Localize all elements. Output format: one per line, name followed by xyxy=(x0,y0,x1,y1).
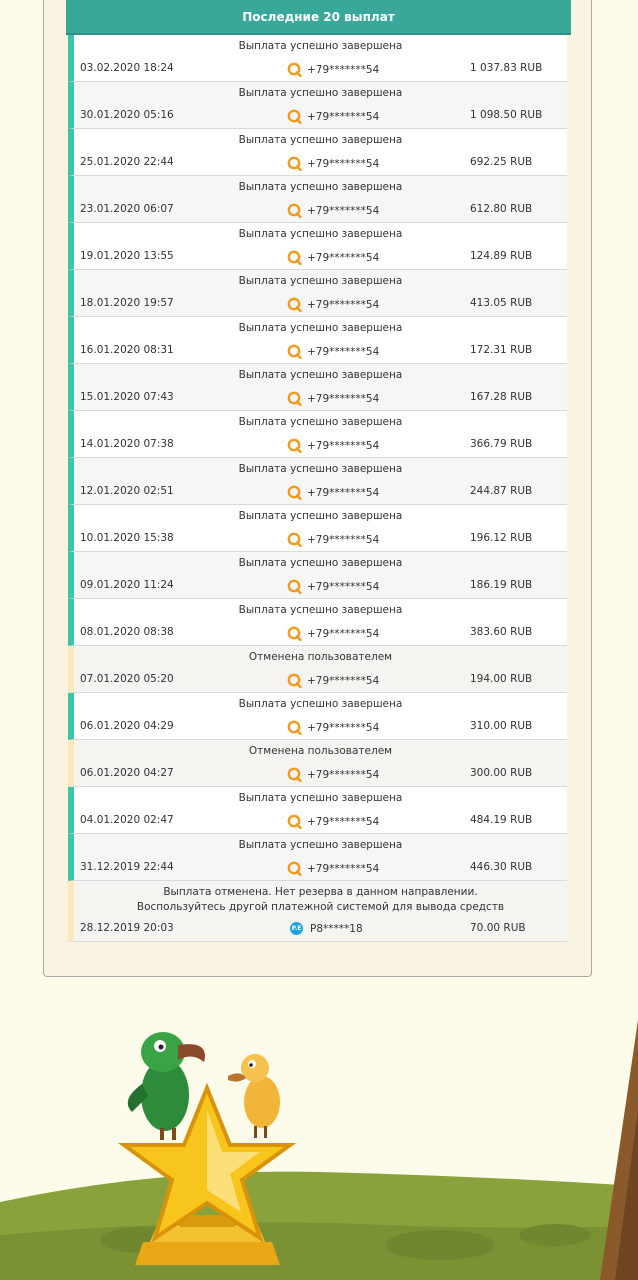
qiwi-icon xyxy=(286,156,302,171)
payout-wallet xyxy=(286,579,379,594)
payout-row xyxy=(68,787,567,834)
payout-date: 30.01.2020 05:16 xyxy=(80,109,174,121)
payout-status: Выплата успешно завершена xyxy=(238,40,403,52)
payout-amount: 172.31 RUB xyxy=(470,344,533,356)
payout-wallet xyxy=(286,814,379,829)
qiwi-icon xyxy=(286,673,302,688)
payout-status: Выплата успешно завершена xyxy=(238,134,403,146)
payout-status: Выплата успешно завершена xyxy=(238,87,403,99)
payout-amount: 1 037.83 RUB xyxy=(470,62,543,74)
qiwi-icon xyxy=(286,861,302,876)
payouts-header xyxy=(66,0,571,35)
payout-wallet-number: +79*******54 xyxy=(307,204,380,217)
payout-status: Выплата успешно завершена xyxy=(238,322,403,334)
payout-amount: 484.19 RUB xyxy=(470,814,533,826)
payout-date: 16.01.2020 08:31 xyxy=(80,344,174,356)
qiwi-icon xyxy=(286,250,302,265)
payout-wallet xyxy=(286,438,379,453)
payout-wallet xyxy=(286,344,379,359)
payout-row xyxy=(68,881,567,942)
payout-wallet-number: +79*******54 xyxy=(307,486,380,499)
payout-amount: 167.28 RUB xyxy=(470,391,533,403)
payout-status: Выплата успешно завершена xyxy=(238,698,403,710)
payout-wallet-number: +79*******54 xyxy=(307,392,380,405)
payout-row xyxy=(68,458,567,505)
payout-status: Выплата успешно завершена xyxy=(238,463,403,475)
qiwi-icon xyxy=(286,814,302,829)
payout-wallet-number: +79*******54 xyxy=(307,110,380,123)
payout-date: 23.01.2020 06:07 xyxy=(80,203,174,215)
qiwi-icon xyxy=(286,344,302,359)
payout-amount: 383.60 RUB xyxy=(470,626,533,638)
payout-date: 12.01.2020 02:51 xyxy=(80,485,174,497)
payout-wallet-number: +79*******54 xyxy=(307,439,380,452)
payout-status: Выплата успешно завершена xyxy=(238,839,403,851)
payout-amount: 446.30 RUB xyxy=(470,861,533,873)
payout-wallet-number: +79*******54 xyxy=(307,533,380,546)
payout-wallet xyxy=(286,156,379,171)
qiwi-icon xyxy=(286,391,302,406)
payout-row xyxy=(68,411,567,458)
payout-status: Выплата отменена. Нет резерва в данном направлении. Воспользуйтесь другой платежной системой для вывода средств xyxy=(136,886,505,913)
qiwi-icon xyxy=(286,626,302,641)
payout-wallet xyxy=(286,626,379,641)
payout-status: Выплата успешно завершена xyxy=(238,369,403,381)
payout-wallet xyxy=(286,485,379,500)
payout-amount: 70.00 RUB xyxy=(470,922,526,934)
payout-date: 03.02.2020 18:24 xyxy=(80,62,174,74)
payout-row xyxy=(68,35,567,82)
payout-wallet-number: +79*******54 xyxy=(307,627,380,640)
payout-row xyxy=(68,599,567,646)
payout-amount: 310.00 RUB xyxy=(470,720,533,732)
payout-wallet xyxy=(286,297,379,312)
qiwi-icon xyxy=(286,203,302,218)
payout-date: 15.01.2020 07:43 xyxy=(80,391,174,403)
payout-row xyxy=(68,364,567,411)
payout-row xyxy=(68,176,567,223)
payeer-icon: P.E xyxy=(290,922,303,935)
payout-row xyxy=(68,82,567,129)
payout-row xyxy=(68,129,567,176)
payout-wallet xyxy=(286,861,379,876)
payouts-title: Последние 20 выплат xyxy=(242,9,395,24)
payout-amount: 300.00 RUB xyxy=(470,767,533,779)
payout-status: Выплата успешно завершена xyxy=(238,416,403,428)
payout-wallet-number: P8*****18 xyxy=(310,922,363,935)
payout-amount: 1 098.50 RUB xyxy=(470,109,543,121)
payout-wallet xyxy=(286,767,379,782)
payout-date: 09.01.2020 11:24 xyxy=(80,579,174,591)
payout-date: 04.01.2020 02:47 xyxy=(80,814,174,826)
payout-wallet-number: +79*******54 xyxy=(307,580,380,593)
payout-wallet-number: +79*******54 xyxy=(307,768,380,781)
payout-amount: 413.05 RUB xyxy=(470,297,533,309)
payout-status: Выплата успешно завершена xyxy=(238,792,403,804)
payout-row xyxy=(68,834,567,881)
payout-amount: 194.00 RUB xyxy=(470,673,533,685)
payout-row xyxy=(68,270,567,317)
payout-wallet xyxy=(286,109,379,124)
payout-row xyxy=(68,505,567,552)
payout-row xyxy=(68,223,567,270)
payout-row xyxy=(68,693,567,740)
payout-date: 31.12.2019 22:44 xyxy=(80,861,174,873)
payout-status: Выплата успешно завершена xyxy=(238,181,403,193)
qiwi-icon xyxy=(286,532,302,547)
payout-amount: 366.79 RUB xyxy=(470,438,533,450)
payout-amount: 196.12 RUB xyxy=(470,532,533,544)
payout-wallet xyxy=(286,532,379,547)
payout-wallet-number: +79*******54 xyxy=(307,298,380,311)
payout-amount: 612.80 RUB xyxy=(470,203,533,215)
payout-wallet-number: +79*******54 xyxy=(307,862,380,875)
payout-wallet xyxy=(286,673,379,688)
payout-wallet xyxy=(286,250,379,265)
payout-wallet xyxy=(286,720,379,735)
payout-wallet-number: +79*******54 xyxy=(307,251,380,264)
payout-wallet-number: +79*******54 xyxy=(307,674,380,687)
payout-status: Выплата успешно завершена xyxy=(238,510,403,522)
payout-wallet xyxy=(286,62,379,77)
payout-status: Выплата успешно завершена xyxy=(238,557,403,569)
qiwi-icon xyxy=(286,62,302,77)
payout-row xyxy=(68,552,567,599)
payout-wallet-number: +79*******54 xyxy=(307,345,380,358)
payout-row xyxy=(68,317,567,364)
qiwi-icon xyxy=(286,767,302,782)
payout-status: Выплата успешно завершена xyxy=(238,604,403,616)
payout-status: Отменена пользователем xyxy=(248,651,393,663)
qiwi-icon xyxy=(286,297,302,312)
qiwi-icon xyxy=(286,720,302,735)
payout-date: 07.01.2020 05:20 xyxy=(80,673,174,685)
payout-date: 06.01.2020 04:29 xyxy=(80,720,174,732)
payout-status: Отменена пользователем xyxy=(248,745,393,757)
payout-wallet-number: +79*******54 xyxy=(307,721,380,734)
payout-amount: 186.19 RUB xyxy=(470,579,533,591)
qiwi-icon xyxy=(286,485,302,500)
payout-date: 06.01.2020 04:27 xyxy=(80,767,174,779)
qiwi-icon xyxy=(286,579,302,594)
payout-wallet-number: +79*******54 xyxy=(307,157,380,170)
payouts-list xyxy=(68,35,567,942)
decorative-scene xyxy=(0,980,638,1280)
payout-amount: 244.87 RUB xyxy=(470,485,533,497)
payout-amount: 124.89 RUB xyxy=(470,250,533,262)
payout-status: Выплата успешно завершена xyxy=(238,275,403,287)
payout-wallet-number: +79*******54 xyxy=(307,815,380,828)
payout-date: 19.01.2020 13:55 xyxy=(80,250,174,262)
payout-date: 28.12.2019 20:03 xyxy=(80,922,174,934)
payout-status: Выплата успешно завершена xyxy=(238,228,403,240)
payout-wallet xyxy=(286,203,379,218)
payout-date: 25.01.2020 22:44 xyxy=(80,156,174,168)
yellow-bird-character xyxy=(228,1054,280,1138)
payout-date: 08.01.2020 08:38 xyxy=(80,626,174,638)
payout-row xyxy=(68,646,567,693)
payout-amount: 692.25 RUB xyxy=(470,156,533,168)
payout-wallet xyxy=(286,922,363,935)
payout-wallet-number: +79*******54 xyxy=(307,63,380,76)
qiwi-icon xyxy=(286,438,302,453)
qiwi-icon xyxy=(286,109,302,124)
payout-wallet xyxy=(286,391,379,406)
payout-date: 14.01.2020 07:38 xyxy=(80,438,174,450)
payout-date: 18.01.2020 19:57 xyxy=(80,297,174,309)
payout-row xyxy=(68,740,567,787)
payout-date: 10.01.2020 15:38 xyxy=(80,532,174,544)
